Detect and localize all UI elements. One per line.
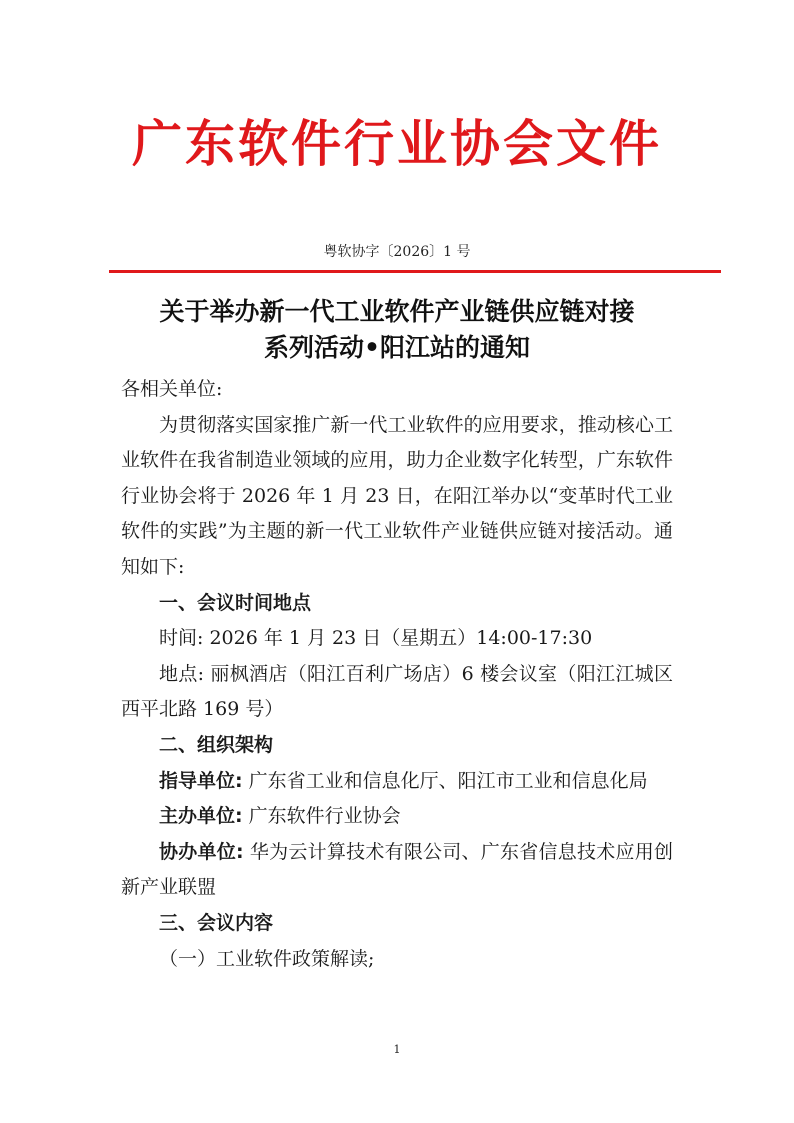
page-number: 1 — [393, 1043, 401, 1056]
section-heading-content: 三、会议内容 — [159, 911, 274, 934]
host-unit — [121, 799, 673, 835]
red-divider-line — [109, 270, 721, 273]
co-organizer-unit — [121, 835, 673, 906]
meeting-location: 地点: 丽枫酒店（阳江百利广场店）6 楼会议室（阳江江城区西平北路 169 号） — [121, 662, 673, 721]
host-unit-value: 广东软件行业协会 — [242, 805, 401, 828]
document-header-title: 广东软件行业协会文件 — [132, 114, 662, 173]
meeting-time: 时间: 2026 年 1 月 23 日（星期五）14:00-17:30 — [159, 627, 593, 650]
notice-body — [121, 372, 673, 977]
content-item-1: （一）工业软件政策解读; — [159, 947, 375, 970]
co-organizer-label: 协办单位: — [159, 840, 244, 863]
notice-title — [100, 294, 694, 366]
guide-unit-label: 指导单位: — [159, 769, 243, 792]
host-unit-label: 主办单位: — [159, 805, 243, 828]
intro-paragraph: 为贯彻落实国家推广新一代工业软件的应用要求，推动核心工业软件在我省制造业领域的应用，助力企业数字化转型，广东软件行业协会将于 2026 年 1 月 23 日，在阳江举办以“变革时代工业软件的实践”为主题的新一代工业软件产业链供应链对接活动。通知如下: — [121, 413, 673, 578]
guide-unit — [121, 764, 673, 800]
salutation: 各相关单位: — [121, 378, 223, 400]
section-heading-time-location: 一、会议时间地点 — [159, 591, 312, 614]
section-heading-organization: 二、组织架构 — [159, 733, 274, 756]
guide-unit-value: 广东省工业和信息化厅、阳江市工业和信息化局 — [242, 769, 648, 792]
co-organizer-value: 华为云计算技术有限公司、广东省信息技术应用创新产业联盟 — [121, 840, 673, 899]
document-number: 粤软协字〔2026〕1 号 — [323, 244, 471, 260]
notice-title-line-1: 关于举办新一代工业软件产业链供应链对接 — [159, 297, 635, 326]
notice-title-line-2: 系列活动•阳江站的通知 — [264, 333, 530, 362]
